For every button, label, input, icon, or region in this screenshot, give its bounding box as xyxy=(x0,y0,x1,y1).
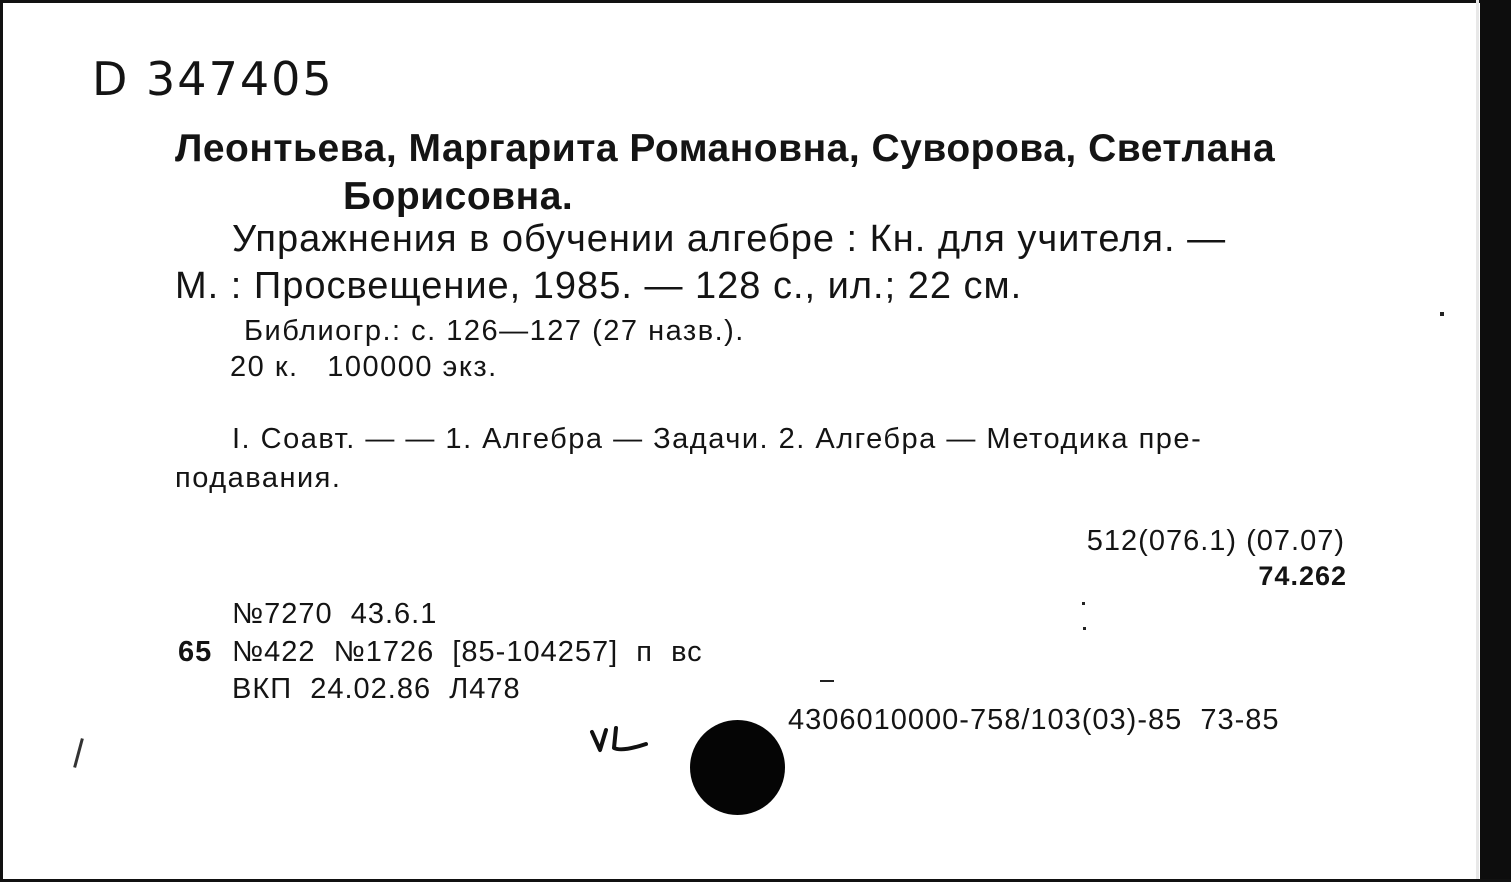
card-border-left xyxy=(0,0,3,882)
bibliography-note: Библиогр.: с. 126—127 (27 назв.). xyxy=(244,315,745,347)
mark-dash xyxy=(820,680,834,682)
subjects-line-1: I. Соавт. — — 1. Алгебра — Задачи. 2. Алгебра — Методика пре- xyxy=(232,423,1203,455)
handwritten-vl-svg xyxy=(588,722,658,762)
speck-3 xyxy=(1440,312,1444,316)
card-edge-highlight xyxy=(1476,0,1479,882)
handwritten-mark xyxy=(588,722,658,767)
punch-hole xyxy=(690,720,785,815)
udc-code: 512(076.1) (07.07) xyxy=(1086,525,1345,557)
author-line-2: Борисовна. xyxy=(343,175,574,218)
card-border-top xyxy=(0,0,1511,3)
price-print-run: 20 к. 100000 экз. xyxy=(230,351,498,383)
registry-line-1: №7270 43.6.1 xyxy=(232,598,438,630)
scratch-mark xyxy=(73,738,84,768)
subjects-line-2: подавания. xyxy=(175,462,342,494)
title-line-1: Упражнения в обучении алгебре : Кн. для учителя. — xyxy=(232,218,1227,260)
registry-prefix: 65 xyxy=(178,636,213,668)
author-line-1: Леонтьева, Маргарита Романовна, Суворова, Светлана xyxy=(175,127,1276,170)
title-line-2: М. : Просвещение, 1985. — 128 с., ил.; 22 см. xyxy=(175,265,1023,307)
call-number: D 347405 xyxy=(92,52,334,106)
card-border-right xyxy=(1480,0,1511,882)
bbk-code: 74.262 xyxy=(1258,561,1347,591)
registry-line-2: №422 №1726 [85-104257] п вс xyxy=(232,636,703,668)
registry-line-3: ВКП 24.02.86 Л478 xyxy=(232,673,521,705)
isbn-code: 4306010000-758/103(03)-85 73-85 xyxy=(788,704,1280,736)
speck-1 xyxy=(1082,602,1085,605)
speck-2 xyxy=(1083,627,1086,630)
